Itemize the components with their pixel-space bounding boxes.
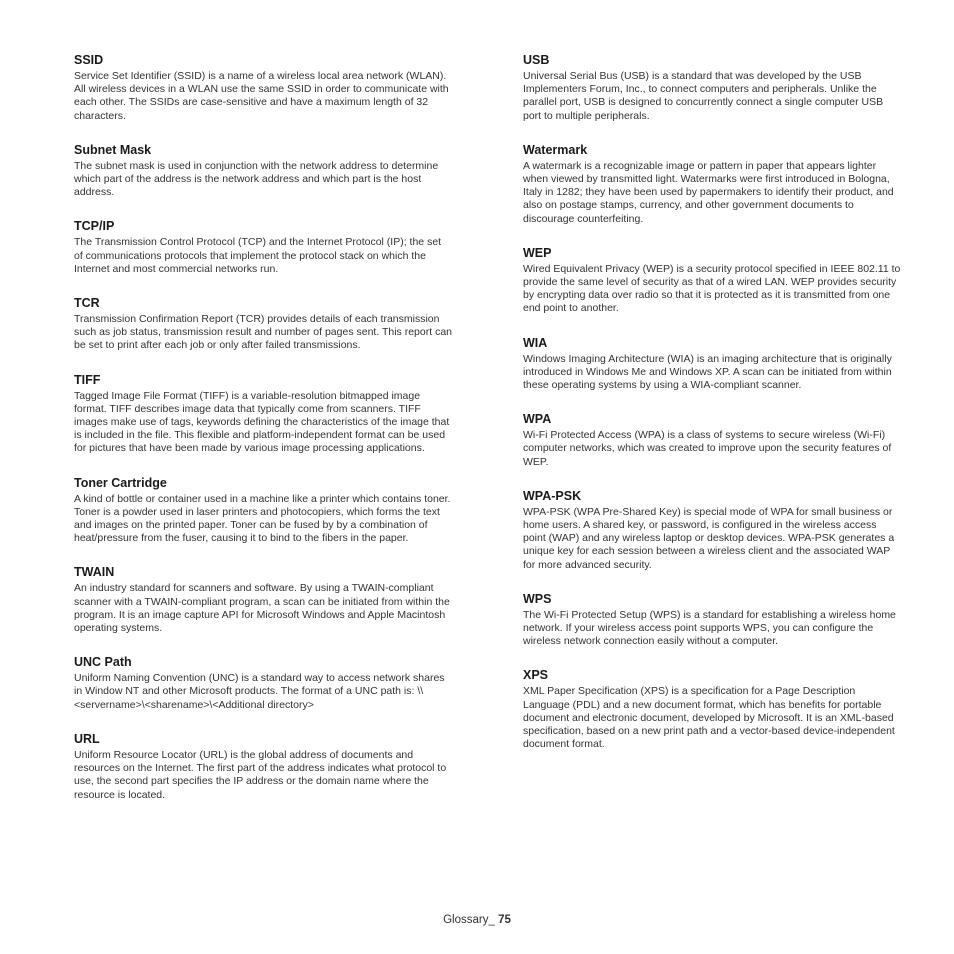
glossary-entry-unc-path: [74, 655, 452, 712]
entry-term: UNC Path: [74, 655, 132, 670]
glossary-entry-url: [74, 732, 452, 802]
entry-definition: Windows Imaging Architecture (WIA) is an imaging architecture that is originally introduced in Windows Me and Windows XP. A scan can be initiated from within these operating systems by using a WIA-compliant scanner.: [523, 352, 892, 392]
glossary-left-column: [74, 53, 452, 822]
entry-definition: Transmission Confirmation Report (TCR) provides details of each transmission such as job status, transmission result and number of pages sent. This report can be set to print after each job or only after failed transmissions.: [74, 313, 452, 352]
entry-term: TIFF: [74, 372, 101, 387]
entry-definition: Service Set Identifier (SSID) is a name of a wireless local area network (WLAN). All wireless devices in a WLAN use the same SSID in order to communicate with each other. The SSIDs are case-sensitive and have a maximum length of 32 characters.: [74, 70, 449, 122]
entry-definition: Uniform Naming Convention (UNC) is a standard way to access network shares in Window NT and other Microsoft products. The format of a UNC path is: \\<servername>\<sharename>\<Additional directory>: [74, 672, 445, 711]
entry-term: URL: [74, 731, 100, 746]
entry-definition: Universal Serial Bus (USB) is a standard that was developed by the USB Implementers Forum, Inc., to connect computers and peripherals. Unlike the parallel port, USB is designed to concurrently connect a single computer USB port to multiple peripherals.: [523, 70, 884, 122]
glossary-entry-wpa-psk: [523, 489, 901, 572]
entry-term: WEP: [523, 245, 552, 260]
entry-definition: The Wi-Fi Protected Setup (WPS) is a standard for establishing a wireless home network. If your wireless access point supports WPS, you can configure the wireless network connection easily without a computer.: [523, 608, 896, 648]
glossary-entry-xps: [523, 668, 901, 751]
glossary-entry-subnet-mask: [74, 143, 452, 200]
entry-term: Subnet Mask: [74, 142, 152, 157]
entry-term: Toner Cartridge: [74, 475, 167, 490]
entry-definition: An industry standard for scanners and software. By using a TWAIN-compliant scanner with a TWAIN-compliant program, a scan can be initiated from within the program. It is an image capture API for Microsoft Windows and Apple Macintosh operating systems.: [74, 582, 450, 635]
glossary-entry-wia: [523, 336, 901, 393]
entry-definition: Uniform Resource Locator (URL) is the global address of documents and resources on the Internet. The first part of the address indicates what protocol to use, the second part specifies the IP address or the domain name where the resource is located.: [74, 748, 447, 801]
entry-definition: A kind of bottle or container used in a machine like a printer which contains toner. Toner is a powder used in laser printers and photocopiers, which forms the text and images on the printed paper. Toner can be fused by by a combination of heat/pressure from the fuser, causing it to bind to the fibers in the paper.: [74, 492, 451, 545]
entry-term: WPA: [523, 412, 552, 427]
entry-term: SSID: [74, 53, 104, 67]
entry-term: XPS: [523, 668, 549, 683]
entry-definition: A watermark is a recognizable image or pattern in paper that appears lighter when viewed by transmitted light. Watermarks were first introduced in Bologna, Italy in 1282; they have been used by papermakers to identify their product, and also on postage stamps, currency, and other government documents to discourage counterfeiting.: [523, 159, 894, 225]
glossary-entry-toner-cartridge: [74, 476, 452, 546]
glossary-entry-twain: [74, 565, 452, 635]
page-number: 75: [498, 914, 511, 926]
glossary-entry-wep: [523, 246, 901, 316]
glossary-entry-watermark: [523, 143, 901, 226]
entry-term: TCR: [74, 296, 100, 311]
entry-term: TWAIN: [74, 565, 115, 580]
entry-definition: Wi-Fi Protected Access (WPA) is a class of systems to secure wireless (Wi-Fi) computer networks, which was created to improve upon the security features of WEP.: [523, 429, 892, 468]
entry-term: USB: [523, 53, 550, 67]
entry-term: TCP/IP: [74, 219, 115, 234]
glossary-entry-tcp-ip: [74, 219, 452, 276]
glossary-right-column: [523, 53, 901, 772]
entry-definition: Wired Equivalent Privacy (WEP) is a security protocol specified in IEEE 802.11 to provide the same level of security as that of a wired LAN. WEP provides security by encrypting data over radio so that it is protected as it is transmitted from one end point to another.: [523, 262, 901, 315]
entry-definition: WPA-PSK (WPA Pre-Shared Key) is special mode of WPA for small business or home users. A shared key, or password, is configured in the wireless access point (WAP) and any wireless laptop or desktop devices. WPA-PSK generates a unique key for each session between a wireless client and the associated WAP for more advanced security.: [523, 505, 895, 571]
entry-term: WIA: [523, 335, 548, 350]
glossary-entry-ssid: [74, 53, 452, 123]
glossary-entry-tcr: [74, 296, 452, 353]
glossary-entry-tiff: [74, 373, 452, 456]
entry-definition: Tagged Image File Format (TIFF) is a variable-resolution bitmapped image format. TIFF describes image data that typically come from scanners. TIFF images make use of tags, keywords defining the characteristics of the image that is included in the file. This flexible and platform-independent format can be used for pictures that have been made by various image processing applications.: [74, 389, 450, 455]
entry-term: WPA-PSK: [523, 488, 582, 503]
entry-definition: The Transmission Control Protocol (TCP) and the Internet Protocol (IP); the set of communications protocols that implement the protocol stack on which the Internet and most commercial networks run.: [74, 236, 442, 275]
entry-definition: The subnet mask is used in conjunction with the network address to determine which part of the address is the network address and which part is the host address.: [74, 159, 439, 199]
entry-term: Watermark: [523, 142, 588, 157]
page-footer: [0, 914, 954, 926]
glossary-entry-usb: [523, 53, 901, 123]
footer-label: Glossary_: [443, 914, 499, 926]
entry-term: WPS: [523, 591, 552, 606]
entry-definition: XML Paper Specification (XPS) is a specification for a Page Description Language (PDL) and a new document format, which has benefits for portable document and electronic document, developed by Microsoft. It is an XML-based specification, based on a new print path and a vector-based device-independent document format.: [523, 685, 895, 751]
glossary-entry-wpa: [523, 412, 901, 469]
glossary-entry-wps: [523, 592, 901, 649]
